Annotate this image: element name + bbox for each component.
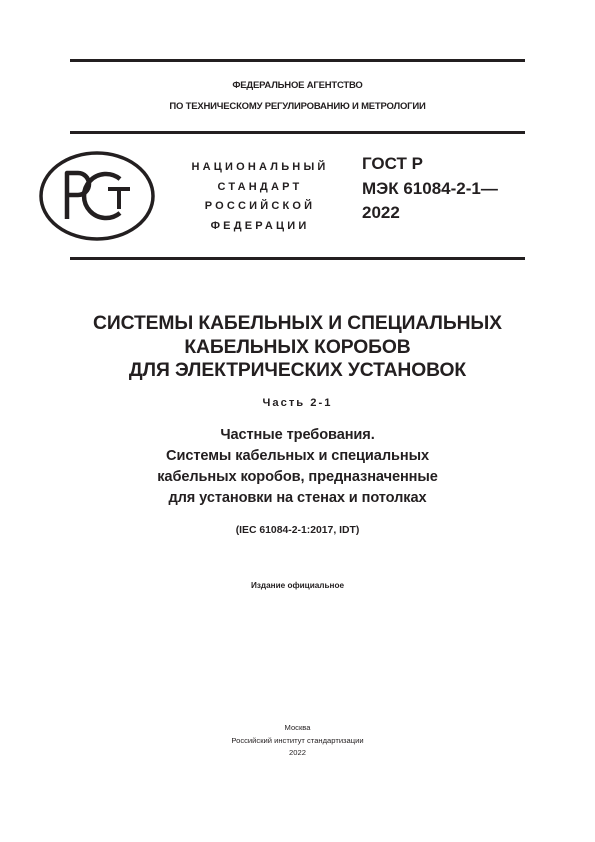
standard-designation	[362, 152, 498, 226]
document-title	[40, 312, 555, 383]
title-line: ДЛЯ ЭЛЕКТРИЧЕСКИХ УСТАНОВОК	[128, 360, 467, 381]
national-standard-line: ФЕДЕРАЦИИ	[210, 219, 310, 232]
title-line: КАБЕЛЬНЫХ КОРОБОВ	[184, 336, 411, 358]
title-line: СИСТЕМЫ КАБЕЛЬНЫХ И СПЕЦИАЛЬНЫХ	[93, 313, 502, 334]
header-rule-upper	[70, 131, 525, 134]
document-subtitle	[60, 425, 535, 509]
national-standard-line: РОССИЙСКОЙ	[204, 200, 316, 212]
part-number: Часть 2-1	[262, 397, 333, 409]
subtitle-line: Системы кабельных и специальных	[166, 448, 429, 464]
designation-line: МЭК 61084-2-1—	[362, 178, 498, 198]
rst-certification-mark-icon	[38, 149, 156, 243]
header-rule-lower	[70, 257, 525, 260]
national-standard-line: СТАНДАРТ	[217, 180, 303, 193]
subtitle-line: для установки на стенах и потолках	[168, 490, 427, 506]
subtitle-line: Частные требования.	[220, 427, 375, 443]
imprint-publisher: Российский институт стандартизации	[231, 735, 364, 745]
designation-line: ГОСТ Р	[362, 154, 423, 173]
national-standard-line: НАЦИОНАЛЬНЫЙ	[191, 161, 329, 173]
imprint-year: 2022	[289, 748, 306, 757]
imprint-city: Москва	[284, 723, 311, 732]
agency-name-line2: ПО ТЕХНИЧЕСКОМУ РЕГУЛИРОВАНИЮ И МЕТРОЛОГИИ	[169, 101, 426, 112]
top-rule	[70, 59, 525, 62]
imprint	[70, 722, 525, 760]
edition-label: Издание официальное	[250, 581, 345, 590]
national-standard-label	[165, 158, 355, 236]
designation-line: 2022	[362, 203, 400, 222]
agency-name-line1: ФЕДЕРАЛЬНОЕ АГЕНТСТВО	[232, 80, 363, 91]
iec-reference: (IEC 61084-2-1:2017, IDT)	[235, 525, 360, 536]
subtitle-line: кабельных коробов, предназначенные	[157, 469, 438, 485]
